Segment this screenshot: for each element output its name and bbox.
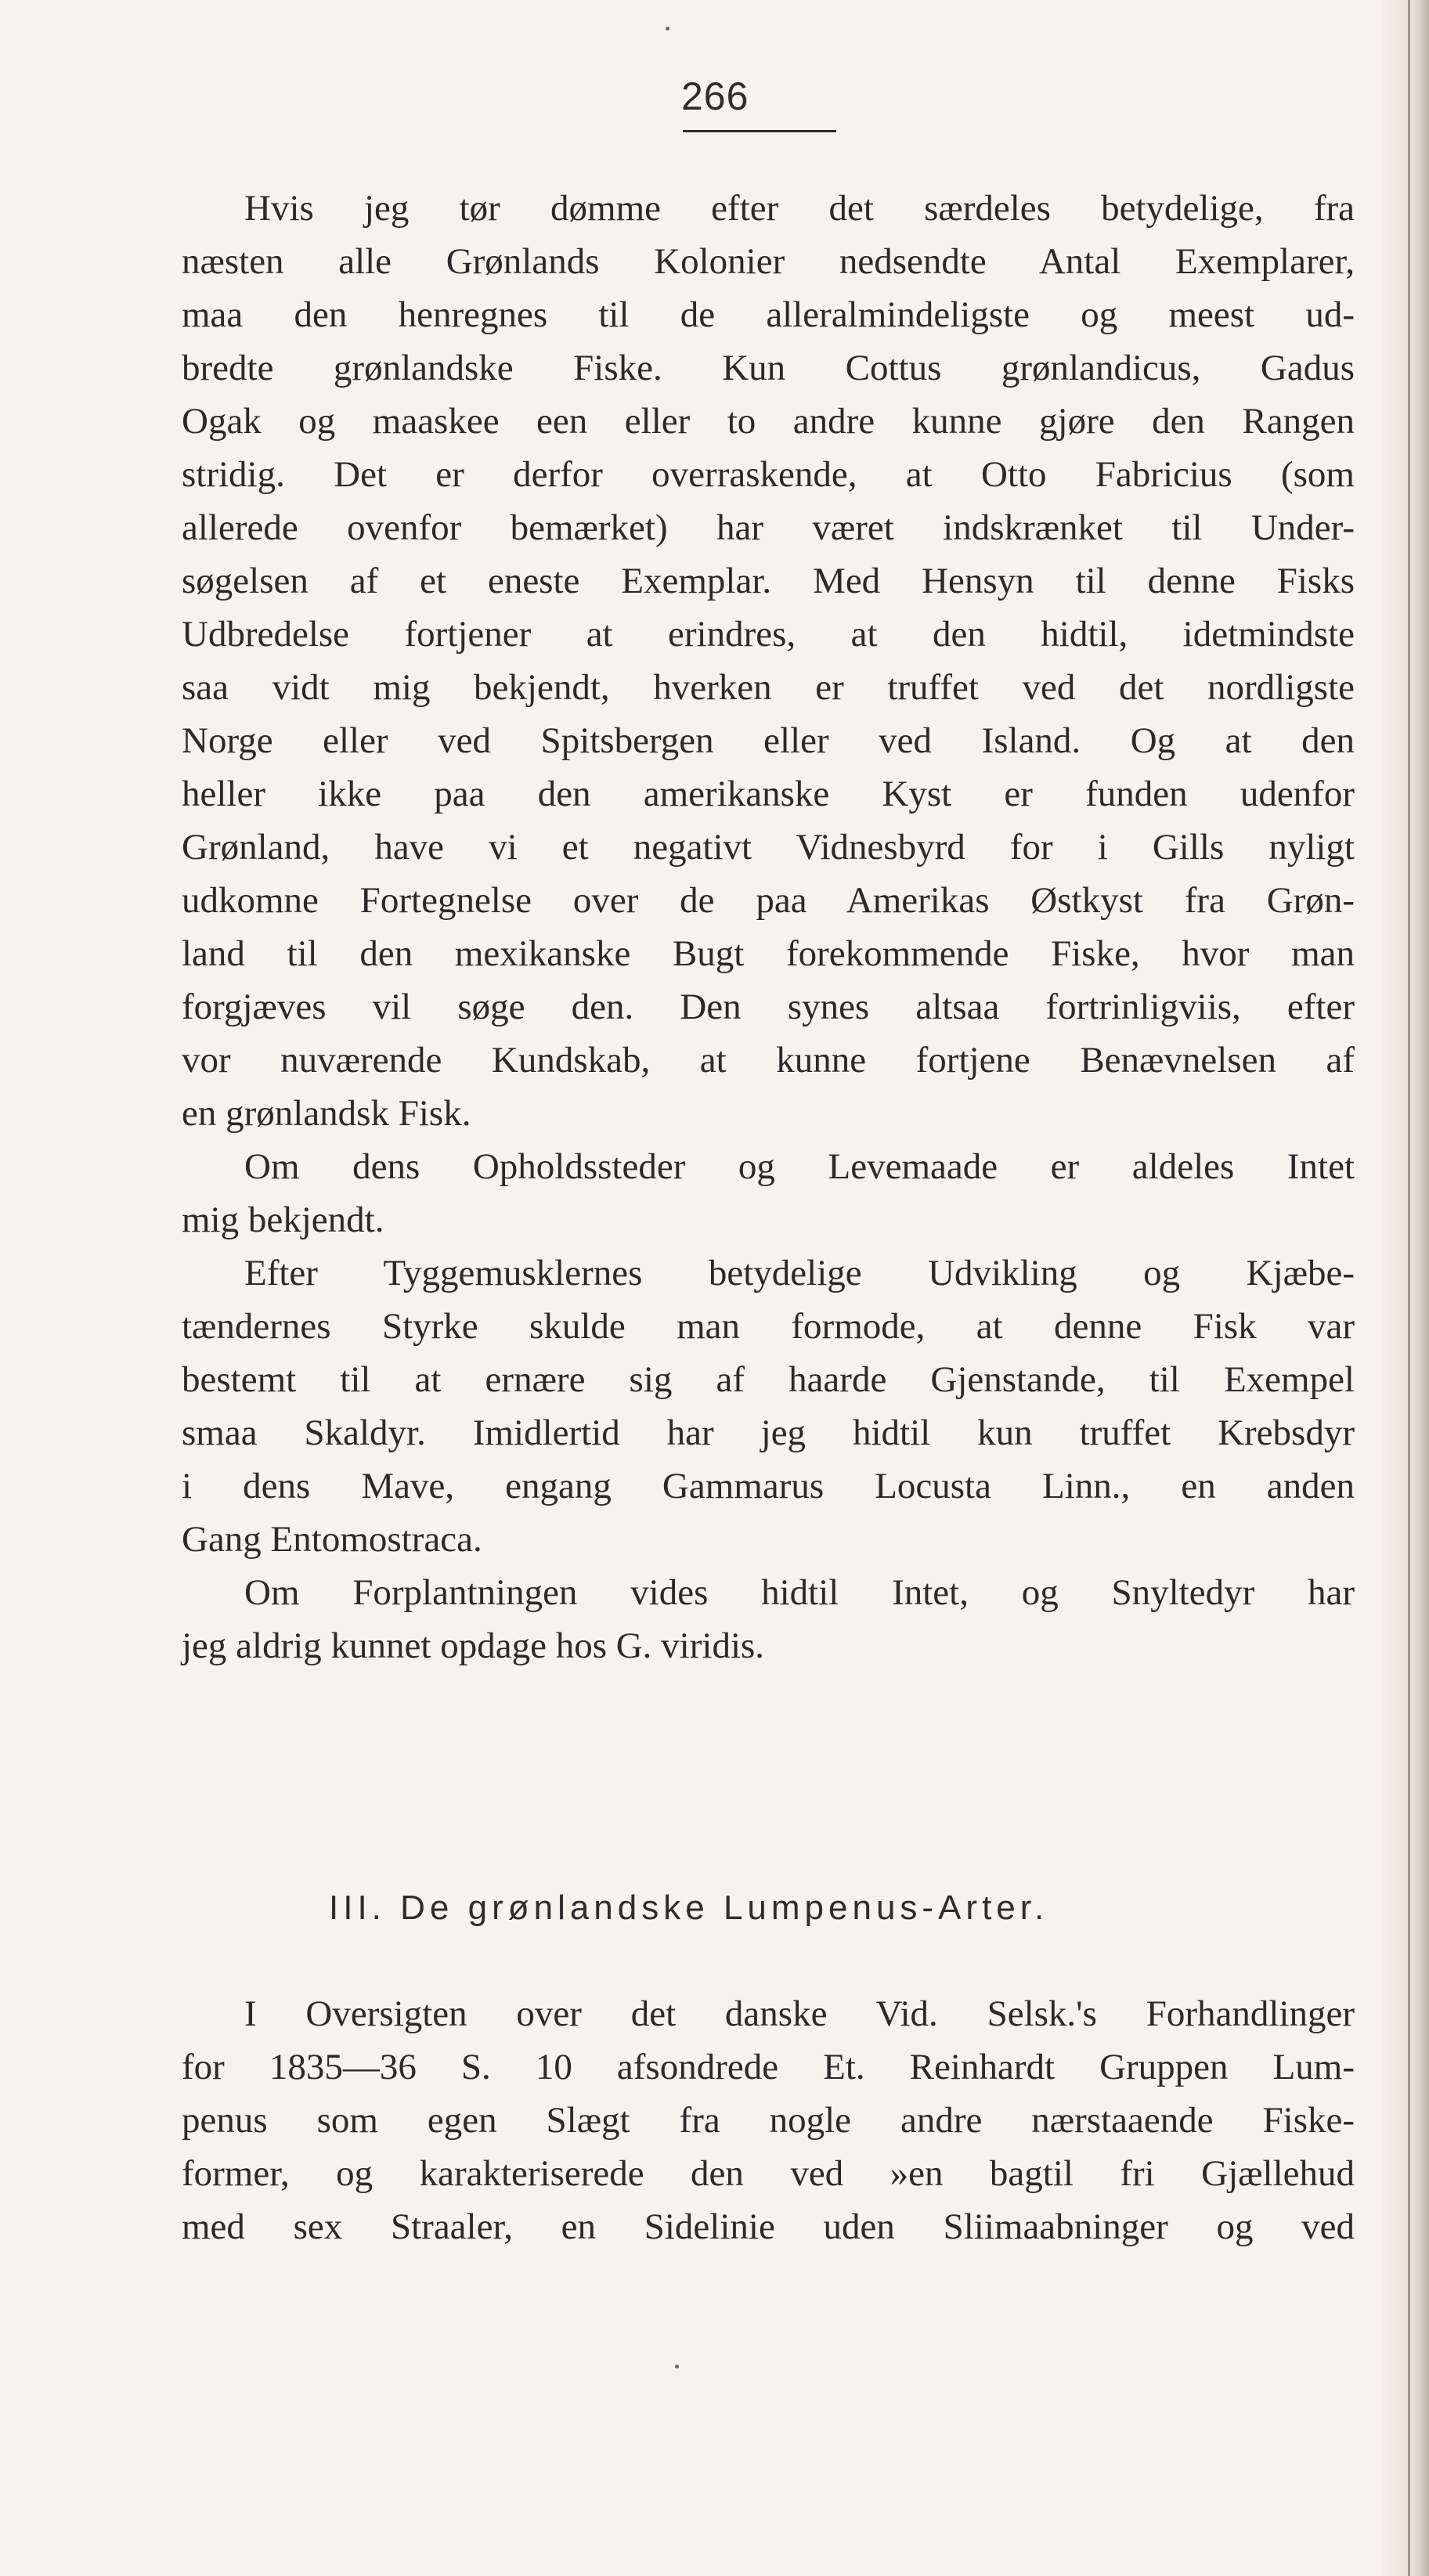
- text-line: en grønlandsk Fisk.: [182, 1093, 471, 1134]
- text-line: i dens Mave, engang Gammarus Locusta Linn., en anden: [182, 1466, 1355, 1506]
- text-line: heller ikke paa den amerikanske Kyst er funden udenfor: [182, 774, 1355, 814]
- text-line: næsten alle Grønlands Kolonier nedsendte Antal Exemplarer,: [182, 241, 1355, 282]
- text-line: penus som egen Slægt fra nogle andre nærstaaende Fiske-: [182, 2100, 1355, 2141]
- text-line: vor nuværende Kundskab, at kunne fortjene Benævnelsen af: [182, 1040, 1355, 1081]
- text-line: I Oversigten over det danske Vid. Selsk.'s Forhandlinger: [244, 1993, 1355, 2034]
- text-line: søgelsen af et eneste Exemplar. Med Hensyn til denne Fisks: [182, 561, 1355, 601]
- text-line: Norge eller ved Spitsbergen eller ved Island. Og at den: [182, 720, 1355, 761]
- print-speck: [675, 2365, 679, 2369]
- text-line: allerede ovenfor bemærket) har været indskrænket til Under-: [182, 507, 1355, 548]
- text-line: Hvis jeg tør dømme efter det særdeles betydelige, fra: [244, 188, 1355, 229]
- text-line: Efter Tyggemusklernes betydelige Udvikling og Kjæbe-: [244, 1253, 1355, 1293]
- text-line: med sex Straaler, en Sidelinie uden Sliimaabninger og ved: [182, 2206, 1355, 2247]
- binding-edge-line: [1408, 0, 1410, 2576]
- page-number-rule: [683, 130, 836, 132]
- section-heading: III. De grønlandske Lumpenus-Arter.: [329, 1889, 1049, 1927]
- text-line: Grønland, have vi et negativt Vidnesbyrd for i Gills nyligt: [182, 827, 1355, 868]
- text-line: udkomne Fortegnelse over de paa Amerikas Østkyst fra Grøn-: [182, 880, 1355, 921]
- text-line: land til den mexikanske Bugt forekommende Fiske, hvor man: [182, 933, 1355, 974]
- text-line: Om dens Opholdssteder og Levemaade er aldeles Intet: [244, 1146, 1355, 1187]
- text-line: smaa Skaldyr. Imidlertid har jeg hidtil kun truffet Krebsdyr: [182, 1412, 1355, 1453]
- text-line: former, og karakteriserede den ved »en bagtil fri Gjællehud: [182, 2153, 1355, 2194]
- text-line: tændernes Styrke skulde man formode, at denne Fisk var: [182, 1306, 1355, 1347]
- text-line: jeg aldrig kunnet opdage hos G. viridis.: [182, 1625, 765, 1666]
- paragraph-otto-fabricius: [182, 182, 1355, 1672]
- text-line: bestemt til at ernære sig af haarde Gjenstande, til Exempel: [182, 1359, 1355, 1400]
- print-speck: [666, 27, 669, 31]
- text-line: Gang Entomostraca.: [182, 1519, 482, 1560]
- text-line: saa vidt mig bekjendt, hverken er truffet ved det nordligste: [182, 667, 1355, 708]
- text-line: Udbredelse fortjener at erindres, at den hidtil, idetmindste: [182, 614, 1355, 655]
- text-line: for 1835—36 S. 10 afsondrede Et. Reinhardt Gruppen Lum-: [182, 2047, 1355, 2087]
- text-line: Om Forplantningen vides hidtil Intet, og Snyltedyr har: [244, 1572, 1355, 1613]
- text-line: mig bekjendt.: [182, 1200, 384, 1240]
- text-line: stridig. Det er derfor overraskende, at Otto Fabricius (som: [182, 454, 1355, 495]
- text-line: forgjæves vil søge den. Den synes altsaa fortrinligviis, efter: [182, 987, 1355, 1027]
- text-line: maa den henregnes til de alleralmindeligste og meest ud-: [182, 294, 1355, 335]
- paragraph-lumpenus: [182, 1987, 1355, 2253]
- text-line: Ogak og maaskee een eller to andre kunne gjøre den Rangen: [182, 401, 1355, 442]
- page-number: 266: [681, 74, 749, 118]
- text-line: bredte grønlandske Fiske. Kun Cottus grønlandicus, Gadus: [182, 348, 1355, 388]
- page-edge-shadow: [1382, 0, 1429, 2576]
